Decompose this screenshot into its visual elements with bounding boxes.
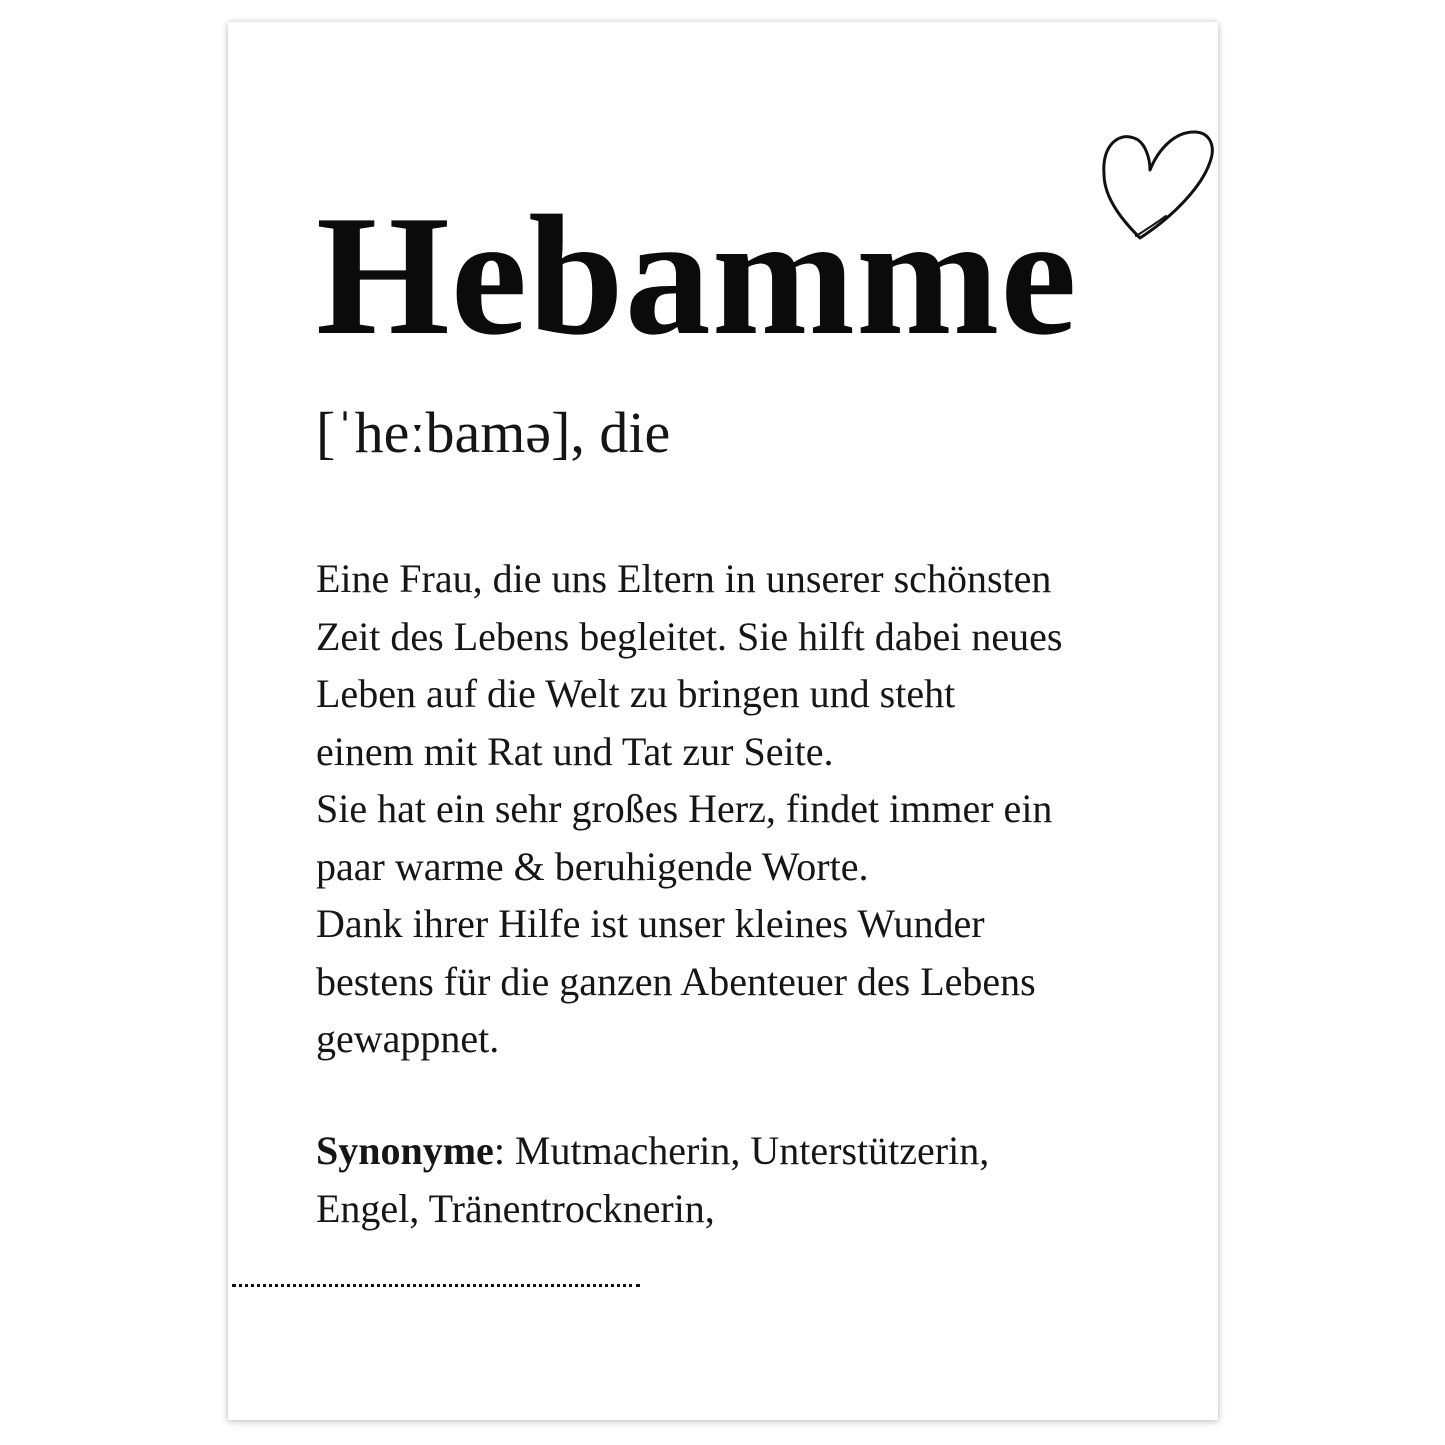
definition-line: paar warme & beruhigende Worte. xyxy=(316,843,869,889)
definition-line: Eine Frau, die uns Eltern in unserer schönsten xyxy=(316,556,1052,601)
definition-line: bestens für die ganzen Abenteuer des Lebens xyxy=(316,958,1036,1004)
definition-line: einem mit Rat und Tat zur Seite. xyxy=(316,728,834,774)
synonyms-line: Engel, Tränentrocknerin, xyxy=(316,1185,715,1231)
signature-dotted-line xyxy=(232,1284,640,1287)
poster-title: Hebamme xyxy=(316,181,1078,371)
definition-line: Leben auf die Welt zu bringen und steht xyxy=(316,671,956,716)
definition-line: Dank ihrer Hilfe ist unser kleines Wunder xyxy=(316,901,985,946)
definition-line: Sie hat ein sehr großes Herz, findet immer ein xyxy=(316,786,1053,831)
definition-line: gewappnet. xyxy=(316,1016,500,1061)
definition-text xyxy=(316,550,1176,1068)
heart-icon xyxy=(1100,124,1220,244)
synonyms-values: : Mutmacherin, Unterstützerin, xyxy=(493,1128,990,1173)
pronunciation-text: [ˈheːbamə], die xyxy=(316,400,671,465)
synonyms-block xyxy=(316,1122,1176,1237)
synonyms-label: Synonyme xyxy=(316,1128,494,1173)
synonyms-line xyxy=(316,1122,1176,1180)
definition-line: Zeit des Lebens begleitet. Sie hilft dabei neues xyxy=(316,613,1063,659)
definition-poster xyxy=(228,22,1218,1420)
